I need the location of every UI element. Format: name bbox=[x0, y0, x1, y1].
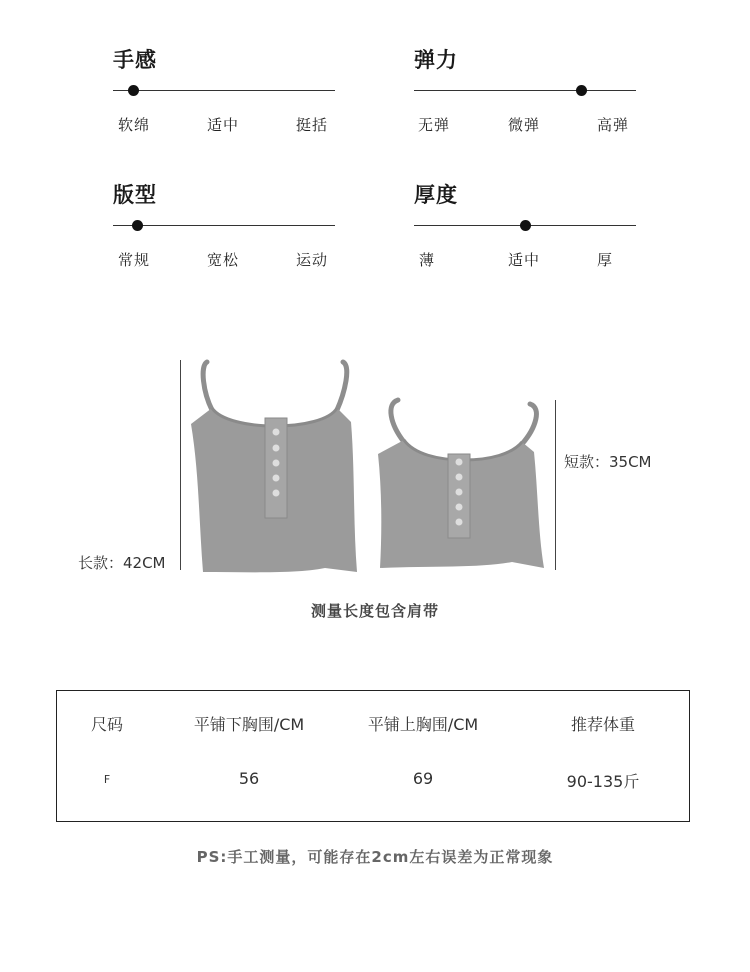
attribute-option: 高弹 bbox=[597, 116, 630, 134]
table-cell-lower-bust: 56 bbox=[238, 769, 260, 788]
size-table bbox=[56, 690, 690, 822]
attribute-option: 无弹 bbox=[418, 116, 451, 134]
attribute-title: 弹力 bbox=[414, 48, 458, 72]
attribute-option: 常规 bbox=[118, 251, 151, 269]
attribute-option: 软绵 bbox=[118, 116, 151, 134]
table-cell-weight: 90-135斤 bbox=[566, 772, 640, 791]
attribute-thickness bbox=[414, 179, 636, 279]
attribute-marker bbox=[128, 85, 139, 96]
attribute-scale-line bbox=[113, 90, 335, 91]
short-length-label: 短款：35CM bbox=[564, 453, 652, 471]
attribute-title: 手感 bbox=[113, 48, 157, 72]
long-length-label: 长款：42CM bbox=[78, 554, 166, 572]
attribute-title: 版型 bbox=[113, 183, 157, 207]
attribute-elasticity bbox=[414, 44, 636, 144]
attribute-scale-line bbox=[113, 225, 335, 226]
attribute-fit bbox=[113, 179, 335, 279]
attribute-hand-feel bbox=[113, 44, 335, 144]
table-header-weight: 推荐体重 bbox=[570, 715, 635, 734]
measurement-caption: 测量长度包含肩带 bbox=[310, 602, 439, 620]
attribute-option: 适中 bbox=[207, 116, 240, 134]
table-cell-upper-bust: 69 bbox=[412, 769, 434, 788]
attribute-marker bbox=[576, 85, 587, 96]
attribute-option: 微弹 bbox=[508, 116, 541, 134]
short-measure-line bbox=[555, 400, 556, 570]
attribute-option: 宽松 bbox=[207, 251, 240, 269]
attribute-option: 挺括 bbox=[296, 116, 329, 134]
short-tank-top-image bbox=[372, 392, 552, 572]
table-header-size: 尺码 bbox=[90, 715, 123, 734]
long-measure-line bbox=[180, 360, 181, 570]
attribute-marker bbox=[132, 220, 143, 231]
table-cell-size: F bbox=[103, 773, 111, 786]
attribute-option: 运动 bbox=[296, 251, 329, 269]
attribute-title: 厚度 bbox=[414, 183, 458, 207]
attribute-option: 适中 bbox=[508, 251, 541, 269]
attribute-scale-line bbox=[414, 90, 636, 91]
long-tank-top-image bbox=[185, 352, 365, 574]
attribute-marker bbox=[520, 220, 531, 231]
attribute-option: 厚 bbox=[597, 251, 614, 269]
table-header-lower-bust: 平铺下胸围/CM bbox=[193, 715, 305, 734]
measurement-note: PS:手工测量，可能存在2cm左右误差为正常现象 bbox=[196, 848, 554, 866]
attribute-option: 薄 bbox=[419, 251, 436, 269]
table-header-upper-bust: 平铺上胸围/CM bbox=[367, 715, 479, 734]
